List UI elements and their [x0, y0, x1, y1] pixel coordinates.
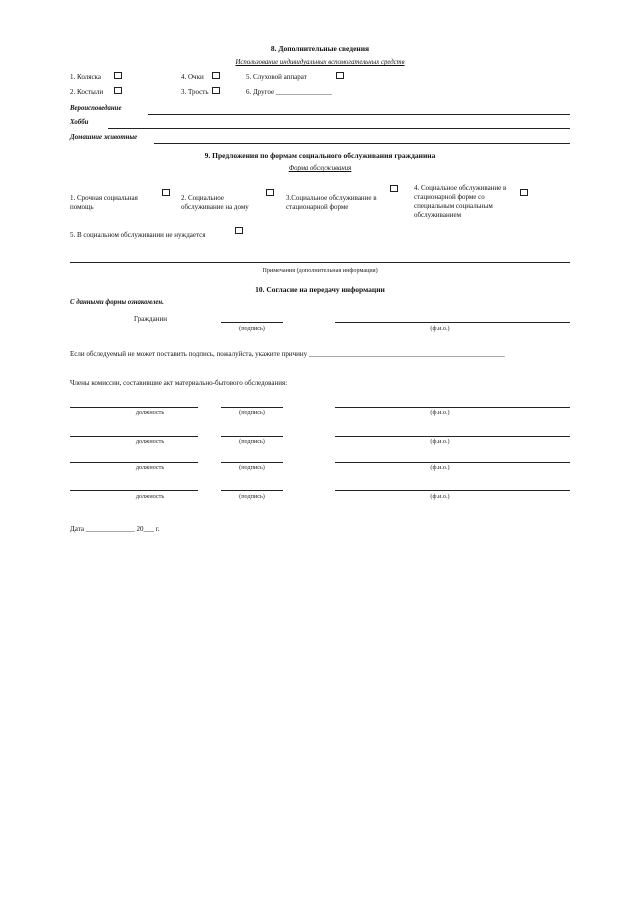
- member-fio-field[interactable]: [335, 462, 570, 463]
- aid-checkbox-crutches[interactable]: [114, 87, 122, 94]
- member-position-caption: должность: [135, 493, 165, 500]
- member-signature-field[interactable]: [221, 462, 283, 463]
- member-position-field[interactable]: [70, 490, 198, 491]
- service-checkbox-none[interactable]: [235, 227, 243, 234]
- aid-item-hearing-aid: 5. Слуховой аппарат: [246, 73, 307, 81]
- member-fio-caption: (ф.и.о.): [430, 438, 450, 445]
- member-fio-field[interactable]: [335, 436, 570, 437]
- member-signature-caption: (подпись): [239, 493, 265, 500]
- hobby-label: Хобби: [70, 119, 89, 126]
- service-option-home: 2. Социальное обслуживание на дому: [181, 194, 249, 211]
- member-signature-caption: (подпись): [239, 438, 265, 445]
- aid-checkbox-hearing-aid[interactable]: [336, 72, 344, 79]
- pets-field[interactable]: [154, 143, 570, 144]
- section8-subtitle: Использование индивидуальных вспомогательных средств: [235, 59, 405, 66]
- member-signature-caption: (подпись): [239, 409, 265, 416]
- member-fio-caption: (ф.и.о.): [430, 493, 450, 500]
- member-fio-field[interactable]: [335, 407, 570, 408]
- member-signature-field[interactable]: [221, 490, 283, 491]
- member-signature-caption: (подпись): [239, 464, 265, 471]
- member-position-field[interactable]: [70, 436, 198, 437]
- no-sign-reason: Если обследуемый не может поставить подпись, пожалуйста, укажите причину ________________________________________________________: [70, 350, 505, 358]
- aid-item-other: 6. Другое ________________: [246, 88, 332, 96]
- acquainted-text: С данными формы ознакомлен.: [70, 299, 164, 306]
- religion-field[interactable]: [148, 114, 570, 115]
- citizen-signature-field[interactable]: [221, 322, 283, 323]
- aid-checkbox-cane[interactable]: [212, 87, 220, 94]
- section10-title: 10. Согласие на передачу информации: [255, 285, 385, 294]
- aid-item-wheelchair: 1. Коляска: [70, 73, 101, 81]
- service-checkbox-urgent[interactable]: [162, 189, 170, 196]
- section9-title: 9. Предложения по формам социального обслуживания гражданина: [204, 151, 436, 160]
- member-position-field[interactable]: [70, 462, 198, 463]
- citizen-fio-caption: (ф.и.о.): [430, 325, 450, 332]
- religion-label: Вероисповедание: [70, 105, 122, 112]
- service-checkbox-special[interactable]: [520, 189, 528, 196]
- citizen-fio-field[interactable]: [335, 322, 570, 323]
- hobby-field[interactable]: [108, 128, 570, 129]
- aid-item-cane: 3. Трость: [181, 88, 209, 96]
- service-option-urgent: 1. Срочная социальная помощь: [70, 194, 138, 211]
- service-checkbox-home[interactable]: [266, 189, 274, 196]
- member-position-caption: должность: [135, 409, 165, 416]
- member-fio-caption: (ф.и.о.): [430, 409, 450, 416]
- commission-text: Члены комиссии, составившие акт материально-бытового обследования:: [70, 379, 288, 387]
- member-signature-field[interactable]: [221, 407, 283, 408]
- pets-label: Домашние животные: [70, 134, 138, 141]
- aid-checkbox-wheelchair[interactable]: [114, 72, 122, 79]
- citizen-signature-caption: (подпись): [239, 325, 265, 332]
- service-option-special: 4. Социальное обслуживание в стационарной форме со специальным социальным обслуживанием: [414, 184, 507, 219]
- date-field[interactable]: Дата ______________ 20___ г.: [70, 525, 160, 533]
- service-option-none: 5. В социальном обслуживании не нуждается: [70, 231, 206, 239]
- service-checkbox-inpatient[interactable]: [390, 185, 398, 192]
- notes-caption: Примечания (дополнительная информация): [262, 267, 378, 274]
- section9-subtitle: Форма обслуживания: [288, 165, 352, 172]
- member-fio-caption: (ф.и.о.): [430, 464, 450, 471]
- member-position-caption: должность: [135, 438, 165, 445]
- aid-item-glasses: 4. Очки: [181, 73, 204, 81]
- member-position-caption: должность: [135, 464, 165, 471]
- member-signature-field[interactable]: [221, 436, 283, 437]
- member-fio-field[interactable]: [335, 490, 570, 491]
- citizen-label: Гражданин: [134, 315, 167, 323]
- aid-item-crutches: 2. Костыли: [70, 88, 104, 96]
- section8-title: 8. Дополнительные сведения: [270, 44, 370, 53]
- service-option-inpatient: 3.Социальное обслуживание в стационарной форме: [286, 194, 377, 211]
- notes-field[interactable]: [70, 262, 570, 263]
- aid-checkbox-glasses[interactable]: [212, 72, 220, 79]
- member-position-field[interactable]: [70, 407, 198, 408]
